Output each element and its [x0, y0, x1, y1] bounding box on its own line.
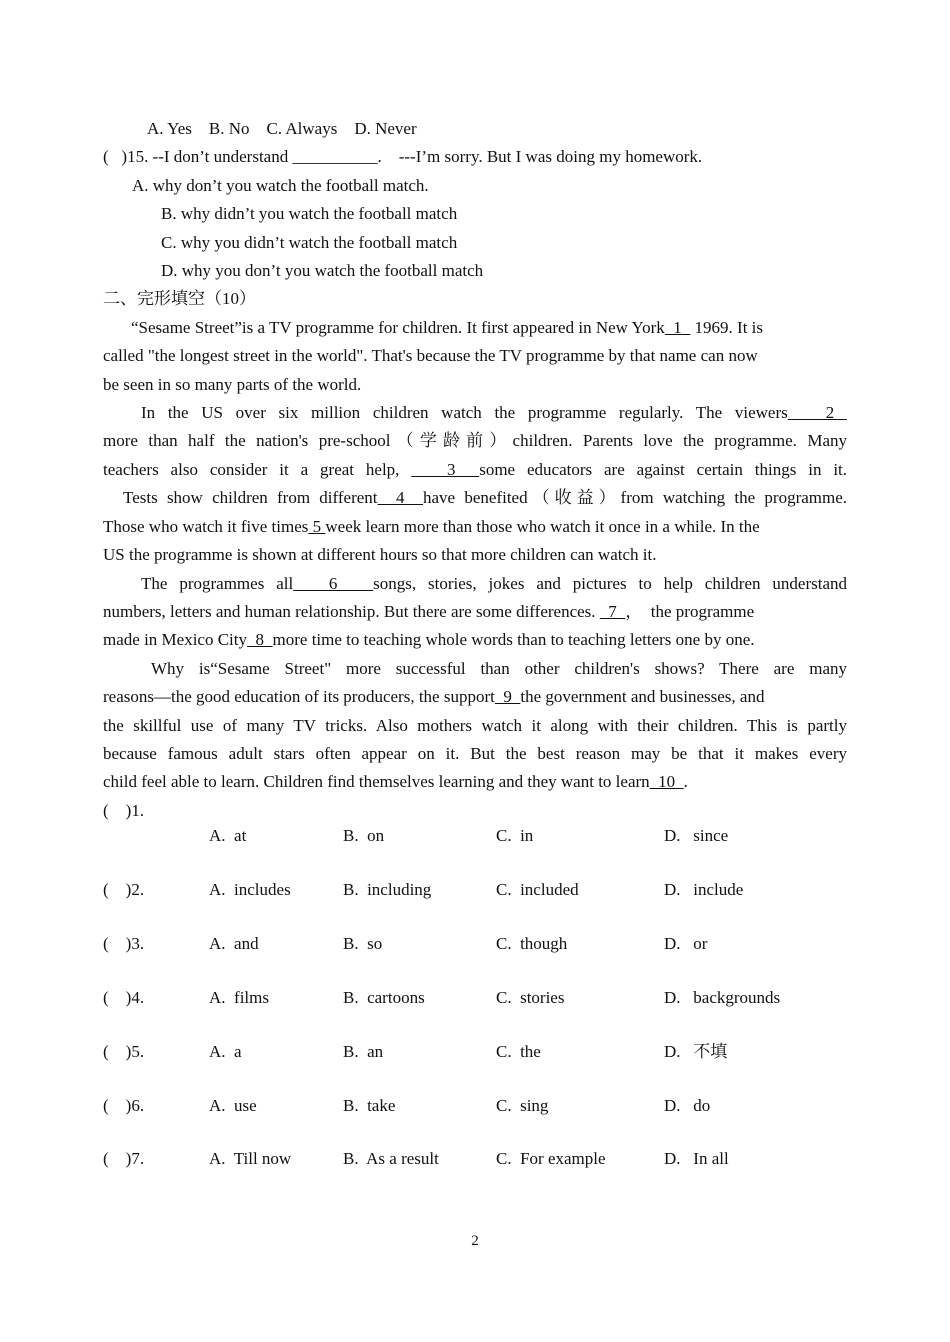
question-number: ( )5.	[103, 1042, 145, 1061]
passage-line: because famous adult stars often appear on it. But the best reason may be that it makes every	[103, 744, 847, 763]
passage-line: Tests show children from different 4 have benefited（收益）from watching the programme.	[123, 488, 848, 507]
question-5	[103, 1041, 847, 1063]
passage-line: called "the longest street in the world". That's because the TV programme by that name can now	[103, 346, 758, 365]
passage-line: reasons—the good education of its producers, the support 9 the government and businesses, and	[103, 687, 765, 706]
question-3	[103, 933, 847, 955]
option-a: A. at	[209, 826, 247, 845]
option-a: A. Till now	[209, 1149, 292, 1168]
option-c: C. sing	[496, 1096, 549, 1115]
option-d: D. since	[664, 826, 729, 845]
passage-line: In the US over six million children watch the programme regularly. The viewers 2	[141, 403, 848, 422]
question-number: ( )6.	[103, 1096, 145, 1115]
passage-line: more than half the nation's pre-school（学龄前）children. Parents love the programme. Many	[103, 431, 847, 450]
option-c: C. included	[496, 880, 579, 899]
option-d: D. or	[664, 934, 708, 953]
option-d: D. 不填	[664, 1042, 728, 1061]
passage-line: numbers, letters and human relationship. But there are some differences. 7 ， the programme	[103, 602, 755, 621]
option-c: C. For example	[496, 1149, 606, 1168]
question-7	[103, 1148, 847, 1170]
question-number: ( )7.	[103, 1149, 145, 1168]
question-2	[103, 879, 847, 901]
passage-line: the skillful use of many TV tricks. Also mothers watch it along with their children. This is partly	[103, 716, 847, 735]
q15-option-d: D. why you don’t you watch the football match	[161, 261, 484, 280]
option-a: A. includes	[209, 880, 291, 899]
question-number: ( )3.	[103, 934, 145, 953]
option-a: A. and	[209, 934, 259, 953]
passage-line: Why is“Sesame Street" more successful than other children's shows? There are many	[151, 659, 847, 678]
q15-option-b: B. why didn’t you watch the football match	[161, 204, 458, 223]
question-4	[103, 987, 847, 1009]
page-number: 2	[471, 1233, 479, 1249]
option-b: B. on	[343, 826, 385, 845]
passage-line: The programmes all 6 songs, stories, jokes and pictures to help children understand	[141, 574, 847, 593]
option-b: B. take	[343, 1096, 396, 1115]
q14-options: A. Yes B. No C. Always D. Never	[147, 119, 417, 138]
option-c: C. in	[496, 826, 534, 845]
question-1-options	[103, 825, 847, 847]
option-c: C. though	[496, 934, 568, 953]
passage-line: Those who watch it five times 5 week learn more than those who watch it once in a while. In the	[103, 517, 760, 536]
passage-line: made in Mexico City 8 more time to teaching whole words than to teaching letters one by one.	[103, 630, 755, 649]
option-d: D. In all	[664, 1149, 729, 1168]
question-number: ( )4.	[103, 988, 145, 1007]
question-6	[103, 1095, 847, 1117]
q15-option-a: A. why don’t you watch the football match.	[132, 176, 429, 195]
option-b: B. an	[343, 1042, 384, 1061]
option-b: B. As a result	[343, 1149, 439, 1168]
question-number: ( )1.	[103, 801, 145, 820]
option-a: A. films	[209, 988, 269, 1007]
section-title: 二、完形填空（10）	[103, 289, 256, 308]
option-b: B. so	[343, 934, 383, 953]
option-a: A. use	[209, 1096, 257, 1115]
option-d: D. backgrounds	[664, 988, 781, 1007]
passage-line: “Sesame Street”is a TV programme for children. It first appeared in New York 1 1969. It is	[131, 318, 764, 337]
passage-line: US the programme is shown at different hours so that more children can watch it.	[103, 545, 657, 564]
option-d: D. include	[664, 880, 744, 899]
option-c: C. stories	[496, 988, 565, 1007]
passage-line: child feel able to learn. Children find themselves learning and they want to learn 10 .	[103, 772, 688, 791]
question-1	[103, 800, 847, 822]
passage-line: teachers also consider it a great help, 3 some educators are against certain things in it.	[103, 460, 848, 479]
option-b: B. including	[343, 880, 432, 899]
question-number: ( )2.	[103, 880, 145, 899]
q15-stem: ( )15. --I don’t understand __________. ---I’m sorry. But I was doing my homework.	[103, 147, 703, 166]
option-b: B. cartoons	[343, 988, 425, 1007]
option-c: C. the	[496, 1042, 541, 1061]
passage-line: be seen in so many parts of the world.	[103, 375, 362, 394]
option-d: D. do	[664, 1096, 711, 1115]
option-a: A. a	[209, 1042, 242, 1061]
q15-option-c: C. why you didn’t watch the football match	[161, 233, 458, 252]
